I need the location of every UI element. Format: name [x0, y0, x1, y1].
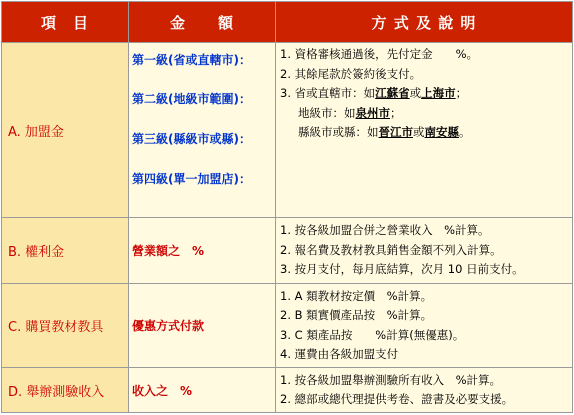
amount-value: 營業額之 %	[129, 218, 276, 284]
level-3: 第三級(縣級市或縣)：	[132, 132, 251, 146]
note: 3. 按月支付，每月底結算，次月 10 日前支付。	[280, 262, 524, 277]
notes-materials	[276, 284, 573, 368]
note: 2. 報名費及教材教具銷售金額不列入計算。	[280, 242, 502, 257]
note: 4. 運費由各級加盟支付	[280, 347, 399, 361]
franchise-fee-table	[1, 1, 573, 413]
note: 1. A 類教材按定價 %計算。	[280, 288, 433, 303]
amount-value: 收入之 %	[129, 368, 276, 413]
amount-value: 優惠方式付款	[129, 284, 276, 368]
header-row	[2, 2, 573, 43]
header-amount: 金 額	[129, 2, 276, 43]
region-name: 泉州市	[355, 105, 390, 120]
note: 2. B 類實價產品按 %計算。	[280, 308, 433, 322]
header-item: 項 目	[2, 2, 129, 43]
note: 1. 按各級加盟舉辦測驗所有收入 %計算。	[280, 372, 502, 387]
level-4: 第四級(單一加盟店)：	[132, 172, 251, 186]
note: 1. 按各級加盟合併之營業收入 %計算。	[280, 223, 490, 238]
item-label: A. 加盟金	[2, 43, 129, 218]
notes-exam-income	[276, 368, 573, 413]
item-label: B. 權利金	[2, 218, 129, 284]
amount-levels	[129, 43, 276, 218]
notes-royalty	[276, 218, 573, 284]
note: 3. 省或直轄市：如江蘇省或上海市；	[280, 86, 468, 100]
level-2: 第二級(地級市範圍)：	[132, 92, 251, 106]
note: 3. C 類產品按 %計算(無優惠)。	[280, 327, 465, 342]
table-row-franchise-fee	[2, 43, 573, 218]
region-name: 晉江市	[378, 125, 413, 139]
note: 2. 其餘尾款於簽約後支付。	[280, 66, 422, 81]
note: 地級市：如泉州市；	[298, 105, 402, 120]
region-name: 上海市	[421, 86, 456, 100]
region-name: 南安縣	[424, 125, 459, 139]
level-1: 第一級(省或直轄市)：	[132, 53, 251, 67]
region-name: 江蘇省	[375, 86, 410, 100]
note: 縣級市或縣：如晉江市或南安縣。	[298, 125, 471, 139]
notes-franchise-fee	[276, 43, 573, 218]
table-row-exam-income	[2, 368, 573, 413]
table-row-materials	[2, 284, 573, 368]
note: 2. 總部或總代理提供考卷、證書及必要支援。	[280, 392, 514, 406]
header-method: 方 式 及 說 明	[276, 2, 573, 43]
item-label: C. 購買教材教具	[2, 284, 129, 368]
item-label: D. 舉辦測驗收入	[2, 368, 129, 413]
table-row-royalty	[2, 218, 573, 284]
note: 1. 資格審核通過後，先付定金 %。	[280, 47, 479, 61]
